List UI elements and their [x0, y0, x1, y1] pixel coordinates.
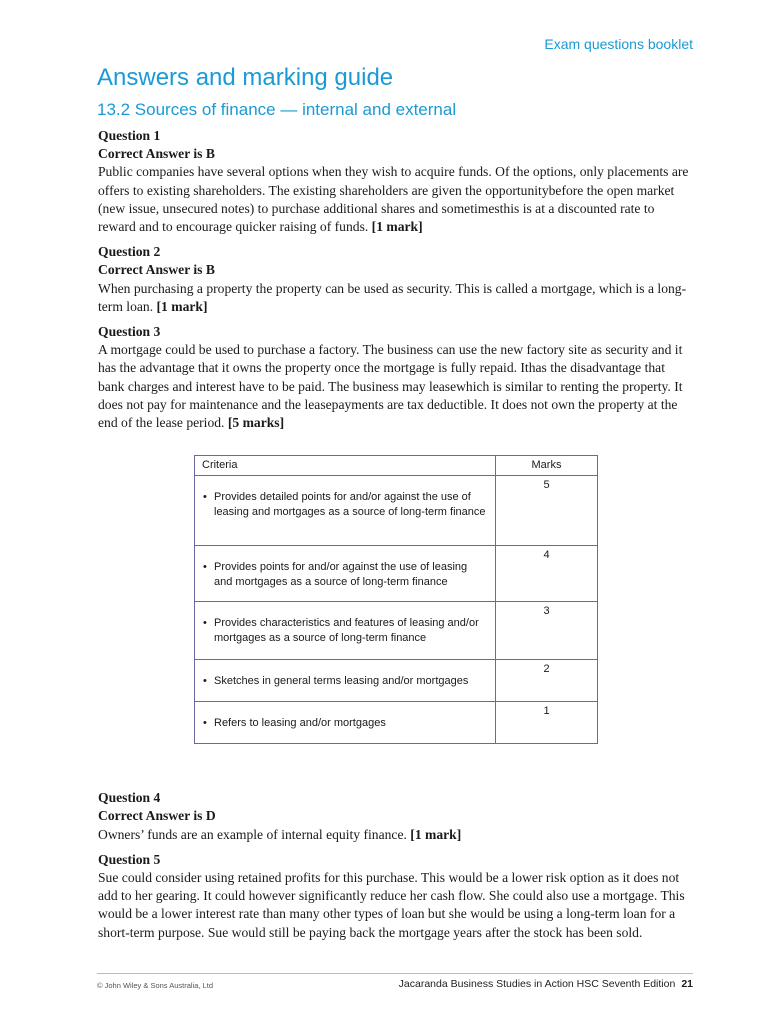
marks-cell: 1 [496, 702, 598, 744]
criteria-text: Provides characteristics and features of leasing and/or mortgages as a source of long-term finance [214, 617, 479, 645]
question-4 [98, 789, 693, 844]
question-title: Question 5 [98, 851, 161, 867]
marks-cell: 3 [496, 602, 598, 660]
question-3 [98, 323, 693, 432]
correct-answer: Correct Answer is D [98, 808, 216, 824]
answer-body: Owners’ funds are an example of internal equity finance. [98, 826, 407, 842]
question-1 [98, 127, 693, 236]
table-row [195, 546, 598, 602]
question-title: Question 2 [98, 244, 161, 260]
page-title: Answers and marking guide [97, 64, 394, 91]
question-text [98, 280, 693, 316]
answers-content [98, 127, 693, 949]
criteria-cell [195, 476, 496, 546]
booklet-label: Exam questions booklet [544, 36, 693, 52]
marks-header: Marks [496, 456, 598, 476]
table-row [195, 602, 598, 660]
footer-book-info [399, 978, 693, 990]
marks-cell: 4 [496, 546, 598, 602]
bullet-icon: • [203, 617, 207, 630]
criteria-cell [195, 602, 496, 660]
bullet-icon: • [203, 491, 207, 504]
question-title: Question 3 [98, 324, 161, 340]
question-text [98, 826, 693, 844]
mark-label: [1 mark] [156, 298, 208, 314]
mark-label: [5 marks] [227, 415, 285, 431]
question-text [98, 163, 693, 236]
correct-answer: Correct Answer is B [98, 146, 215, 162]
question-5 [98, 851, 693, 942]
answer-body: Sue could consider using retained profits for this purchase. This would be a lower risk option as it does not add to her gearing. It could however significantly reduce her cash flow. She could also use a mortgage. This would be a lower interest rate than many other types of loan but she would be using a long-term loan for a short-term purpose. Sue would still be paying back the mortgage years after the stock has been sold. [98, 870, 685, 940]
marks-cell: 5 [496, 476, 598, 546]
criteria-header: Criteria [195, 456, 496, 476]
criteria-text: Refers to leasing and/or mortgages [214, 717, 386, 730]
criteria-cell [195, 702, 496, 744]
question-text [98, 341, 693, 432]
answer-body: Public companies have several options when they wish to acquire funds. Of the options, only placements are offers to existing shareholders. The existing shareholders are given the opportunitybefore the open market (new issue, unsecured notes) to purchase additional shares and sometimesthis is at a discounted rate to reward and to encourage quicker raising of funds. [98, 164, 689, 235]
bullet-icon: • [203, 717, 207, 730]
table-header-row [195, 456, 598, 476]
answer-body: When purchasing a property the property can be used as security. This is called a mortgage, which is a long-term loan. [98, 280, 687, 314]
mark-label: [1 mark] [410, 826, 462, 842]
criteria-text: Provides points for and/or against the use of leasing and mortgages as a source of long-term finance [214, 561, 468, 589]
question-2 [98, 243, 693, 316]
bullet-icon: • [203, 561, 207, 574]
table-row [195, 702, 598, 744]
section-subtitle: 13.2 Sources of finance — internal and external [97, 100, 457, 119]
page-number: 21 [681, 978, 693, 990]
answer-body: A mortgage could be used to purchase a factory. The business can use the new factory site as security and it has the advantage that it owns the property once the mortgage is fully repaid. Ithas the disadvantage that bank charges and interest have to be paid. The business may leasewhich is similar to renting the property. It does not pay for maintenance and the leasepayments are tax deductible. It does not own the property at the end of the lease period. [98, 342, 683, 431]
criteria-cell [195, 546, 496, 602]
table-row [195, 476, 598, 546]
criteria-cell [195, 660, 496, 702]
bullet-icon: • [203, 675, 207, 688]
copyright-notice: © John Wiley & Sons Australia, Ltd [97, 981, 213, 990]
criteria-text: Sketches in general terms leasing and/or mortgages [214, 675, 469, 688]
table-row [195, 660, 598, 702]
question-title: Question 1 [98, 128, 161, 143]
book-title: Jacaranda Business Studies in Action HSC Seventh Edition [398, 978, 676, 990]
correct-answer: Correct Answer is B [98, 262, 215, 278]
marking-criteria-table [194, 455, 598, 744]
marks-cell: 2 [496, 660, 598, 702]
criteria-text: Provides detailed points for and/or against the use of leasing and mortgages as a source of long-term finance [214, 491, 486, 519]
mark-label: [1 mark] [371, 219, 423, 235]
question-title: Question 4 [98, 790, 161, 806]
footer-divider [97, 973, 693, 974]
